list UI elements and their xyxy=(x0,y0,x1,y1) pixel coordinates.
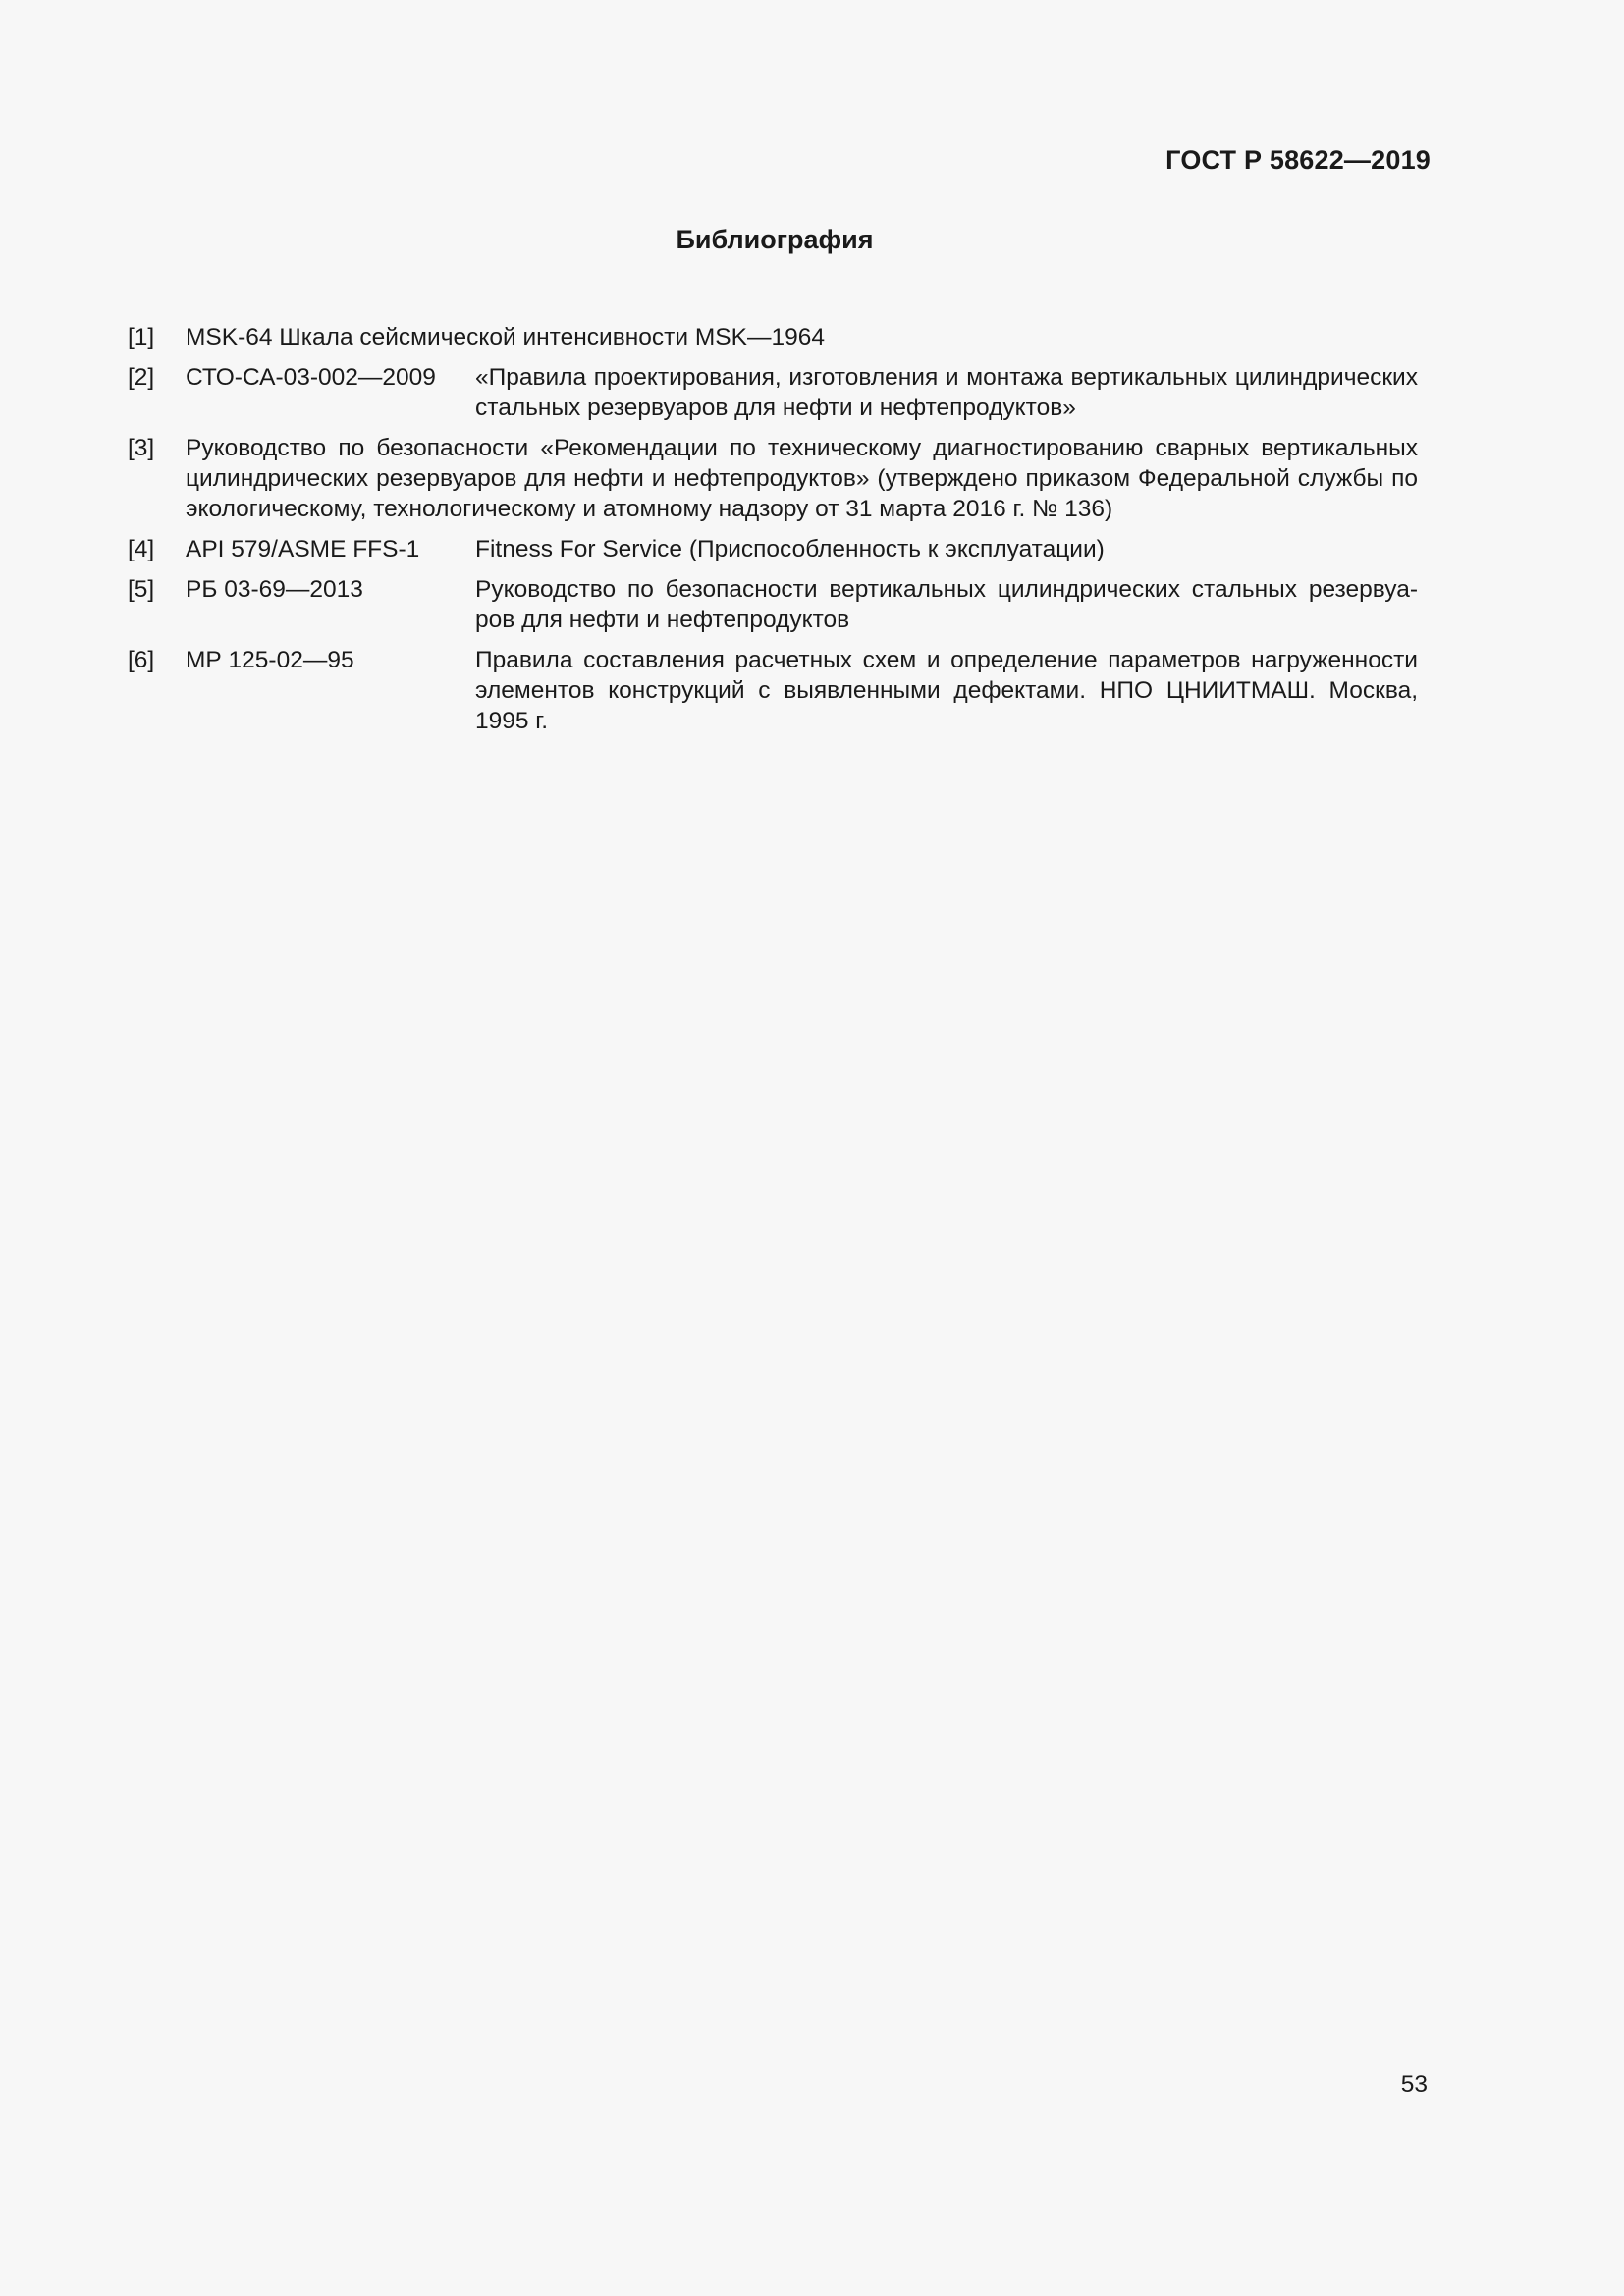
entry-description: Руководство по безопасности вертикальных цилиндрических стальных резервуаров для нефти и нефтепродуктов xyxy=(475,576,1418,633)
entry-code: МР 125-02—95 xyxy=(186,647,354,673)
entry-text: MSK-64 Шкала сейсмической интенсивности MSK—1964 xyxy=(186,324,825,350)
bibliography-entry-6 xyxy=(128,645,1418,736)
entry-number: [4] xyxy=(128,536,155,562)
document-designation: ГОСТ Р 58622—2019 xyxy=(1165,145,1431,175)
entry-number: [1] xyxy=(128,324,155,350)
entry-code: РБ 03-69—2013 xyxy=(186,576,363,603)
entry-description: «Правила проектирования, изготовления и монтажа вертикальных цилиндрических стальных резервуаров для нефти и нефтепродуктов» xyxy=(475,364,1418,421)
section-title: Библиография xyxy=(676,225,874,254)
bibliography-entry-5 xyxy=(128,574,1418,635)
bibliography-entry-1 xyxy=(128,322,1418,352)
page-number: 53 xyxy=(1400,2071,1428,2098)
entry-code: СТО-СА-03-002—2009 xyxy=(186,364,436,391)
entry-number: [2] xyxy=(128,364,155,391)
bibliography-entry-4 xyxy=(128,534,1418,564)
bibliography-list xyxy=(128,322,1418,746)
entry-number: [5] xyxy=(128,576,155,603)
entry-text: Руководство по безопасности «Рекомендации по техническому диагностированию сварных вертикальных цилиндрических резервуаров для нефти и нефтепродуктов» (утверждено приказом Федеральной службы по экологическому, технологическому и атомному надзору от 31 марта 2016 г. № 136) xyxy=(186,435,1418,522)
bibliography-entry-2 xyxy=(128,362,1418,423)
entry-number: [6] xyxy=(128,647,155,673)
entry-code: API 579/ASME FFS-1 xyxy=(186,536,420,562)
entry-number: [3] xyxy=(128,435,155,461)
bibliography-entry-3 xyxy=(128,433,1418,524)
entry-description: Fitness For Service (Приспособленность к эксплуатации) xyxy=(475,536,1105,562)
entry-description: Правила составления расчетных схем и определение параметров нагруженности элементов конструкций с выявленными дефектами. НПО ЦНИИТМАШ. Москва, 1995 г. xyxy=(475,647,1418,734)
